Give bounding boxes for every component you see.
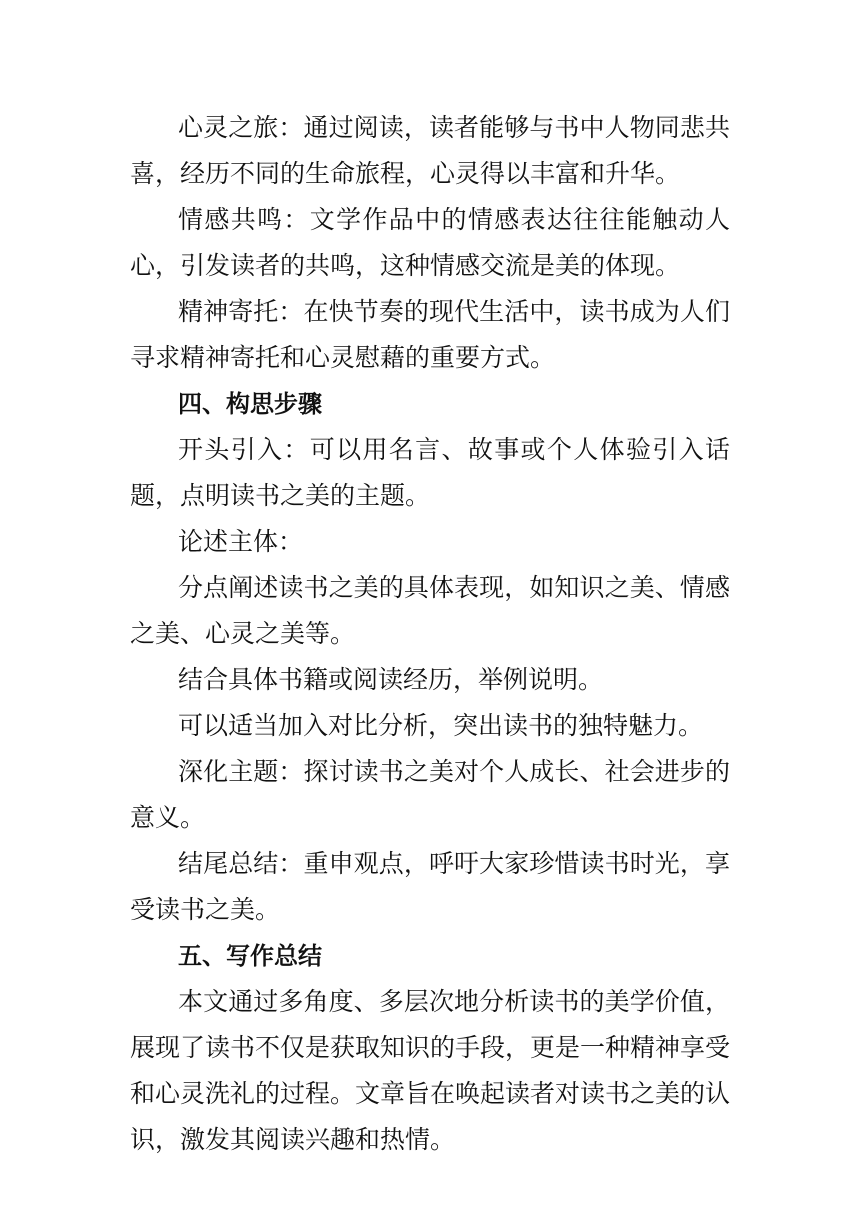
section-heading-writing-summary: 五、写作总结 bbox=[178, 942, 322, 970]
paragraph-opening: 开头引入：可以用名言、故事或个人体验引入话题，点明读书之美的主题。 bbox=[130, 435, 730, 510]
paragraph-emotional-resonance: 情感共鸣：文学作品中的情感表达往往能触动人心，引发读者的共鸣，这种情感交流是美的体现。 bbox=[130, 205, 730, 280]
document-body bbox=[130, 105, 730, 1163]
paragraph-conclusion: 结尾总结：重申观点，呼吁大家珍惜读书时光，享受读书之美。 bbox=[130, 849, 730, 924]
paragraph-spiritual-sustenance: 精神寄托：在快节奏的现代生活中，读书成为人们寻求精神寄托和心灵慰藉的重要方式。 bbox=[130, 297, 730, 372]
paragraph-body-point-1: 分点阐述读书之美的具体表现，如知识之美、情感之美、心灵之美等。 bbox=[130, 573, 730, 648]
paragraph-summary: 本文通过多角度、多层次地分析读书的美学价值，展现了读书不仅是获取知识的手段，更是一种精神享受和心灵洗礼的过程。文章旨在唤起读者对读书之美的认识，激发其阅读兴趣和热情。 bbox=[130, 987, 731, 1154]
paragraph-body-point-3: 可以适当加入对比分析，突出读书的独特魅力。 bbox=[178, 711, 704, 740]
paragraph-body-label: 论述主体： bbox=[178, 527, 304, 556]
paragraph-soul-journey: 心灵之旅：通过阅读，读者能够与书中人物同悲共喜，经历不同的生命旅程，心灵得以丰富和升华。 bbox=[130, 113, 730, 188]
section-heading-conception-steps: 四、构思步骤 bbox=[178, 390, 322, 418]
paragraph-body-point-2: 结合具体书籍或阅读经历，举例说明。 bbox=[178, 665, 604, 694]
paragraph-deepen-theme: 深化主题：探讨读书之美对个人成长、社会进步的意义。 bbox=[130, 757, 730, 832]
